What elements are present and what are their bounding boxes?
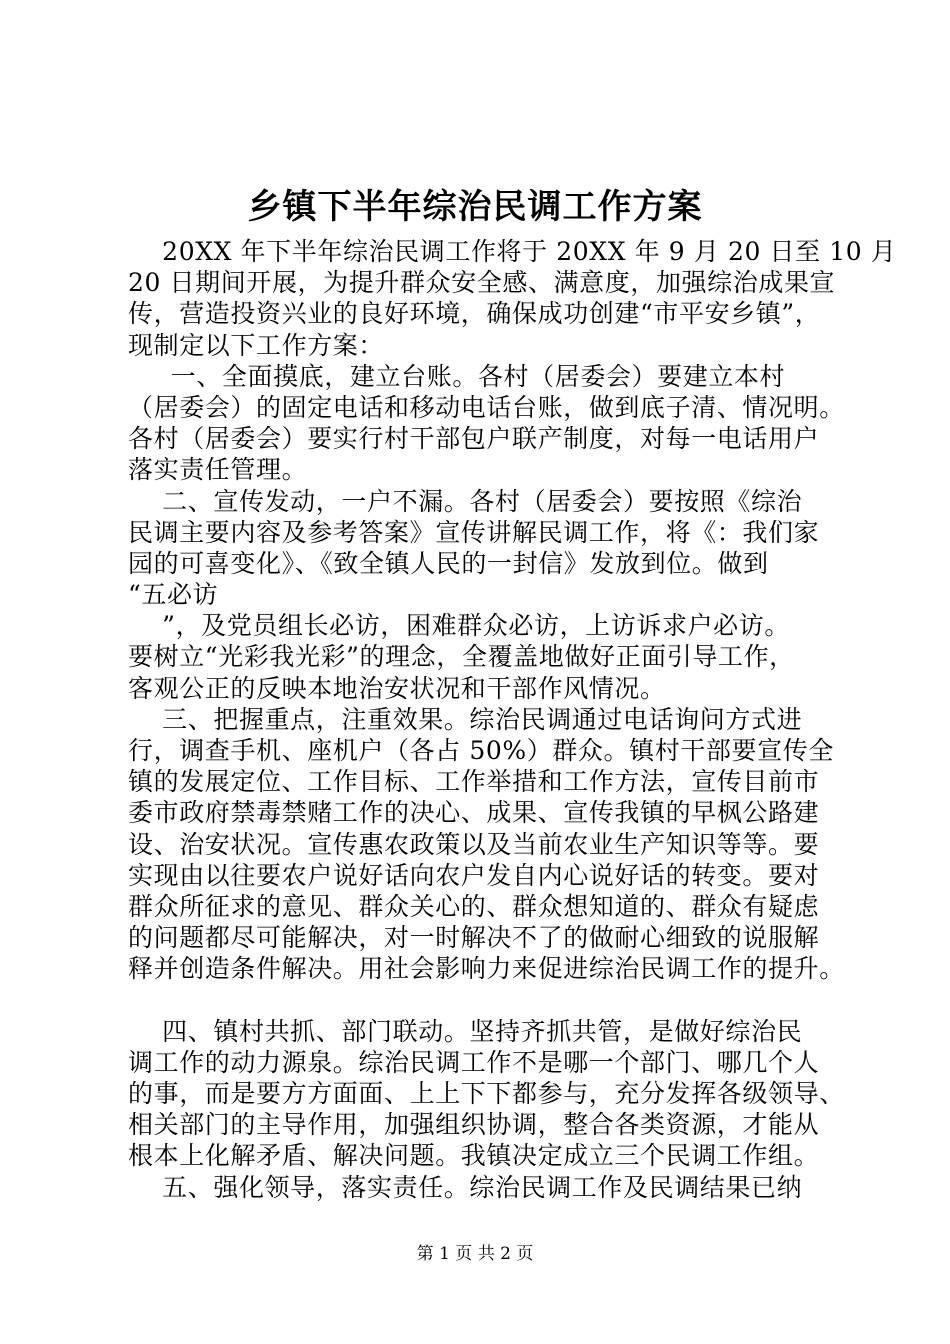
body-line: 根本上化解矛盾、解决问题。我镇决定成立三个民调工作组。 (128, 1141, 820, 1171)
body-line: 相关部门的主导作用，加强组织协调，整合各类资源，才能从 (128, 1110, 820, 1140)
page-footer: 第 1 页 共 2 页 (416, 1244, 534, 1264)
body-line: 传，营造投资兴业的良好环境，确保成功创建“市平安乡镇”， (128, 299, 821, 329)
body-line: 园的可喜变化》、《致全镇人民的一封信》发放到位。做到 (128, 548, 769, 578)
body-line: 民调主要内容及参考答案》宣传讲解民调工作，将《：我们家 (128, 517, 820, 547)
body-line: 五、强化领导，落实责任。综治民调工作及民调结果已纳 (128, 1172, 803, 1202)
body-line: 委市政府禁毒禁赌工作的决心、成果、宣传我镇的早枫公路建 (128, 798, 820, 828)
body-line: 二、宣传发动，一户不漏。各村（居委会）要按照《综治 (128, 486, 803, 516)
body-line: 实现由以往要农户说好话向农户发自内心说好话的转变。要对 (128, 860, 820, 890)
paragraph-gap (128, 985, 868, 1016)
body-line: “五必访 (128, 580, 219, 610)
body-line: 的事，而是要方方面面、上上下下都参与，充分发挥各级领导、 (128, 1079, 845, 1109)
body-line: 的问题都尽可能解决，对一时解决不了的做耐心细致的说服解 (128, 923, 820, 953)
body-line: 三、把握重点，注重效果。综治民调通过电话询问方式进 (128, 704, 803, 734)
body-line: （居委会）的固定电话和移动电话台账，做到底子清、情况明。 (128, 392, 845, 422)
document-body (128, 236, 897, 1203)
body-line: 调工作的动力源泉。综治民调工作不是哪一个部门、哪几个人 (128, 1047, 820, 1077)
body-line: 行，调查手机、座机户（各占 50%）群众。镇村干部要宣传全 (128, 736, 834, 765)
body-line: 要树立“光彩我光彩”的理念，全覆盖地做好正面引导工作， (128, 642, 795, 672)
body-line: 落实责任管理。 (128, 455, 308, 485)
body-line: 一、全面摸底，建立台账。各村（居委会）要建立本村 (128, 361, 786, 391)
body-line: 设、治安状况。宣传惠农政策以及当前农业生产知识等等。要 (128, 829, 820, 859)
body-line: 四、镇村共抓、部门联动。坚持齐抓共管，是做好综治民 (128, 1016, 803, 1046)
body-line: 各村（居委会）要实行村干部包户联产制度，对每一电话用户 (128, 424, 820, 454)
body-line: 20XX 年下半年综治民调工作将于 20XX 年 9 月 20 日至 10 月 (128, 237, 897, 266)
body-line: 群众所征求的意见、群众关心的、群众想知道的、群众有疑虑 (128, 891, 820, 921)
document-title: 乡镇下半年综治民调工作方案 (247, 187, 703, 227)
body-line: 20 日期间开展，为提升群众安全感、满意度，加强综治成果宣 (128, 268, 836, 298)
body-line: 释并创造条件解决。用社会影响力来促进综治民调工作的提升。 (128, 954, 845, 984)
body-line: ”，及党员组长必访，困难群众必访，上访诉求户必访。 (128, 611, 790, 641)
body-line: 镇的发展定位、工作目标、工作举措和工作方法，宣传目前市 (128, 767, 820, 797)
body-line: 客观公正的反映本地治安状况和干部作风情况。 (128, 673, 666, 703)
body-line: 现制定以下工作方案： (128, 330, 385, 360)
